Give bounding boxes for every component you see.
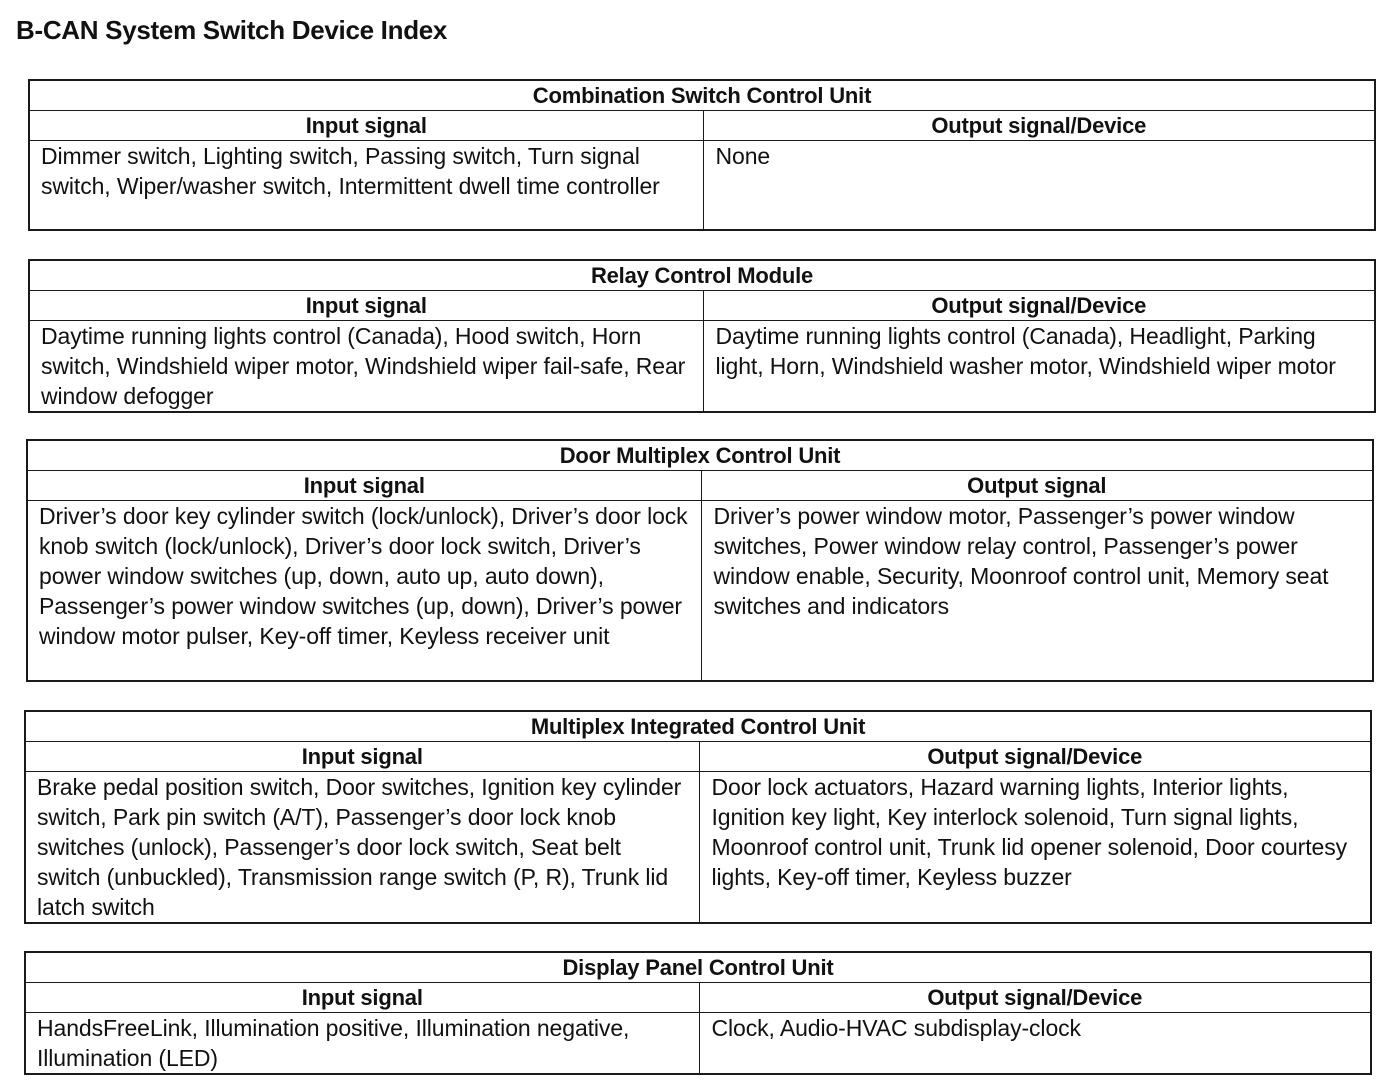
table-unit-title: Display Panel Control Unit [25, 952, 1371, 983]
output-signal-cell: Clock, Audio-HVAC subdisplay-clock [699, 1013, 1371, 1075]
multiplex-integrated-table [24, 710, 1372, 924]
table-unit-title: Relay Control Module [29, 260, 1375, 291]
output-signal-header: Output signal [701, 471, 1373, 501]
output-signal-cell: Driver’s power window motor, Passenger’s power window switches, Power window relay control, Passenger’s power window enable, Security, Moonroof control unit, Memory seat switches and indicators [701, 501, 1373, 681]
display-panel-table [24, 951, 1372, 1075]
input-signal-header: Input signal [25, 742, 699, 772]
table-unit-title: Door Multiplex Control Unit [27, 440, 1373, 471]
combination-switch-table [28, 79, 1376, 231]
output-signal-cell: None [703, 141, 1375, 230]
input-signal-header: Input signal [29, 291, 703, 321]
input-signal-cell: HandsFreeLink, Illumination positive, Illumination negative, Illumination (LED) [25, 1013, 699, 1075]
door-multiplex-table [26, 439, 1374, 682]
relay-control-module-table [28, 259, 1376, 413]
output-signal-cell: Door lock actuators, Hazard warning lights, Interior lights, Ignition key light, Key interlock solenoid, Turn signal lights, Moonroof control unit, Trunk lid opener solenoid, Door courtesy lights, Key-off timer, Keyless buzzer [699, 772, 1371, 924]
input-signal-cell: Daytime running lights control (Canada), Hood switch, Horn switch, Windshield wiper motor, Windshield wiper fail-safe, Rear window defogger [29, 321, 703, 413]
input-signal-cell: Driver’s door key cylinder switch (lock/unlock), Driver’s door lock knob switch (lock/unlock), Driver’s door lock switch, Driver’s power window switches (up, down, auto up, auto down), Passenger’s power window switches (up, down), Driver’s power window motor pulser, Key-off timer, Keyless receiver unit [27, 501, 701, 681]
output-signal-header: Output signal/Device [699, 983, 1371, 1013]
input-signal-cell: Dimmer switch, Lighting switch, Passing switch, Turn signal switch, Wiper/washer switch, Intermittent dwell time controller [29, 141, 703, 230]
table-unit-title: Combination Switch Control Unit [29, 80, 1375, 111]
input-signal-cell: Brake pedal position switch, Door switches, Ignition key cylinder switch, Park pin switch (A/T), Passenger’s door lock knob switches (unlock), Passenger’s door lock switch, Seat belt switch (unbuckled), Transmission range switch (P, R), Trunk lid latch switch [25, 772, 699, 924]
input-signal-header: Input signal [29, 111, 703, 141]
input-signal-header: Input signal [27, 471, 701, 501]
output-signal-cell: Daytime running lights control (Canada), Headlight, Parking light, Horn, Windshield washer motor, Windshield wiper motor [703, 321, 1375, 413]
table-unit-title: Multiplex Integrated Control Unit [25, 711, 1371, 742]
output-signal-header: Output signal/Device [703, 111, 1375, 141]
output-signal-header: Output signal/Device [703, 291, 1375, 321]
input-signal-header: Input signal [25, 983, 699, 1013]
page-title: B-CAN System Switch Device Index [16, 15, 448, 45]
output-signal-header: Output signal/Device [699, 742, 1371, 772]
